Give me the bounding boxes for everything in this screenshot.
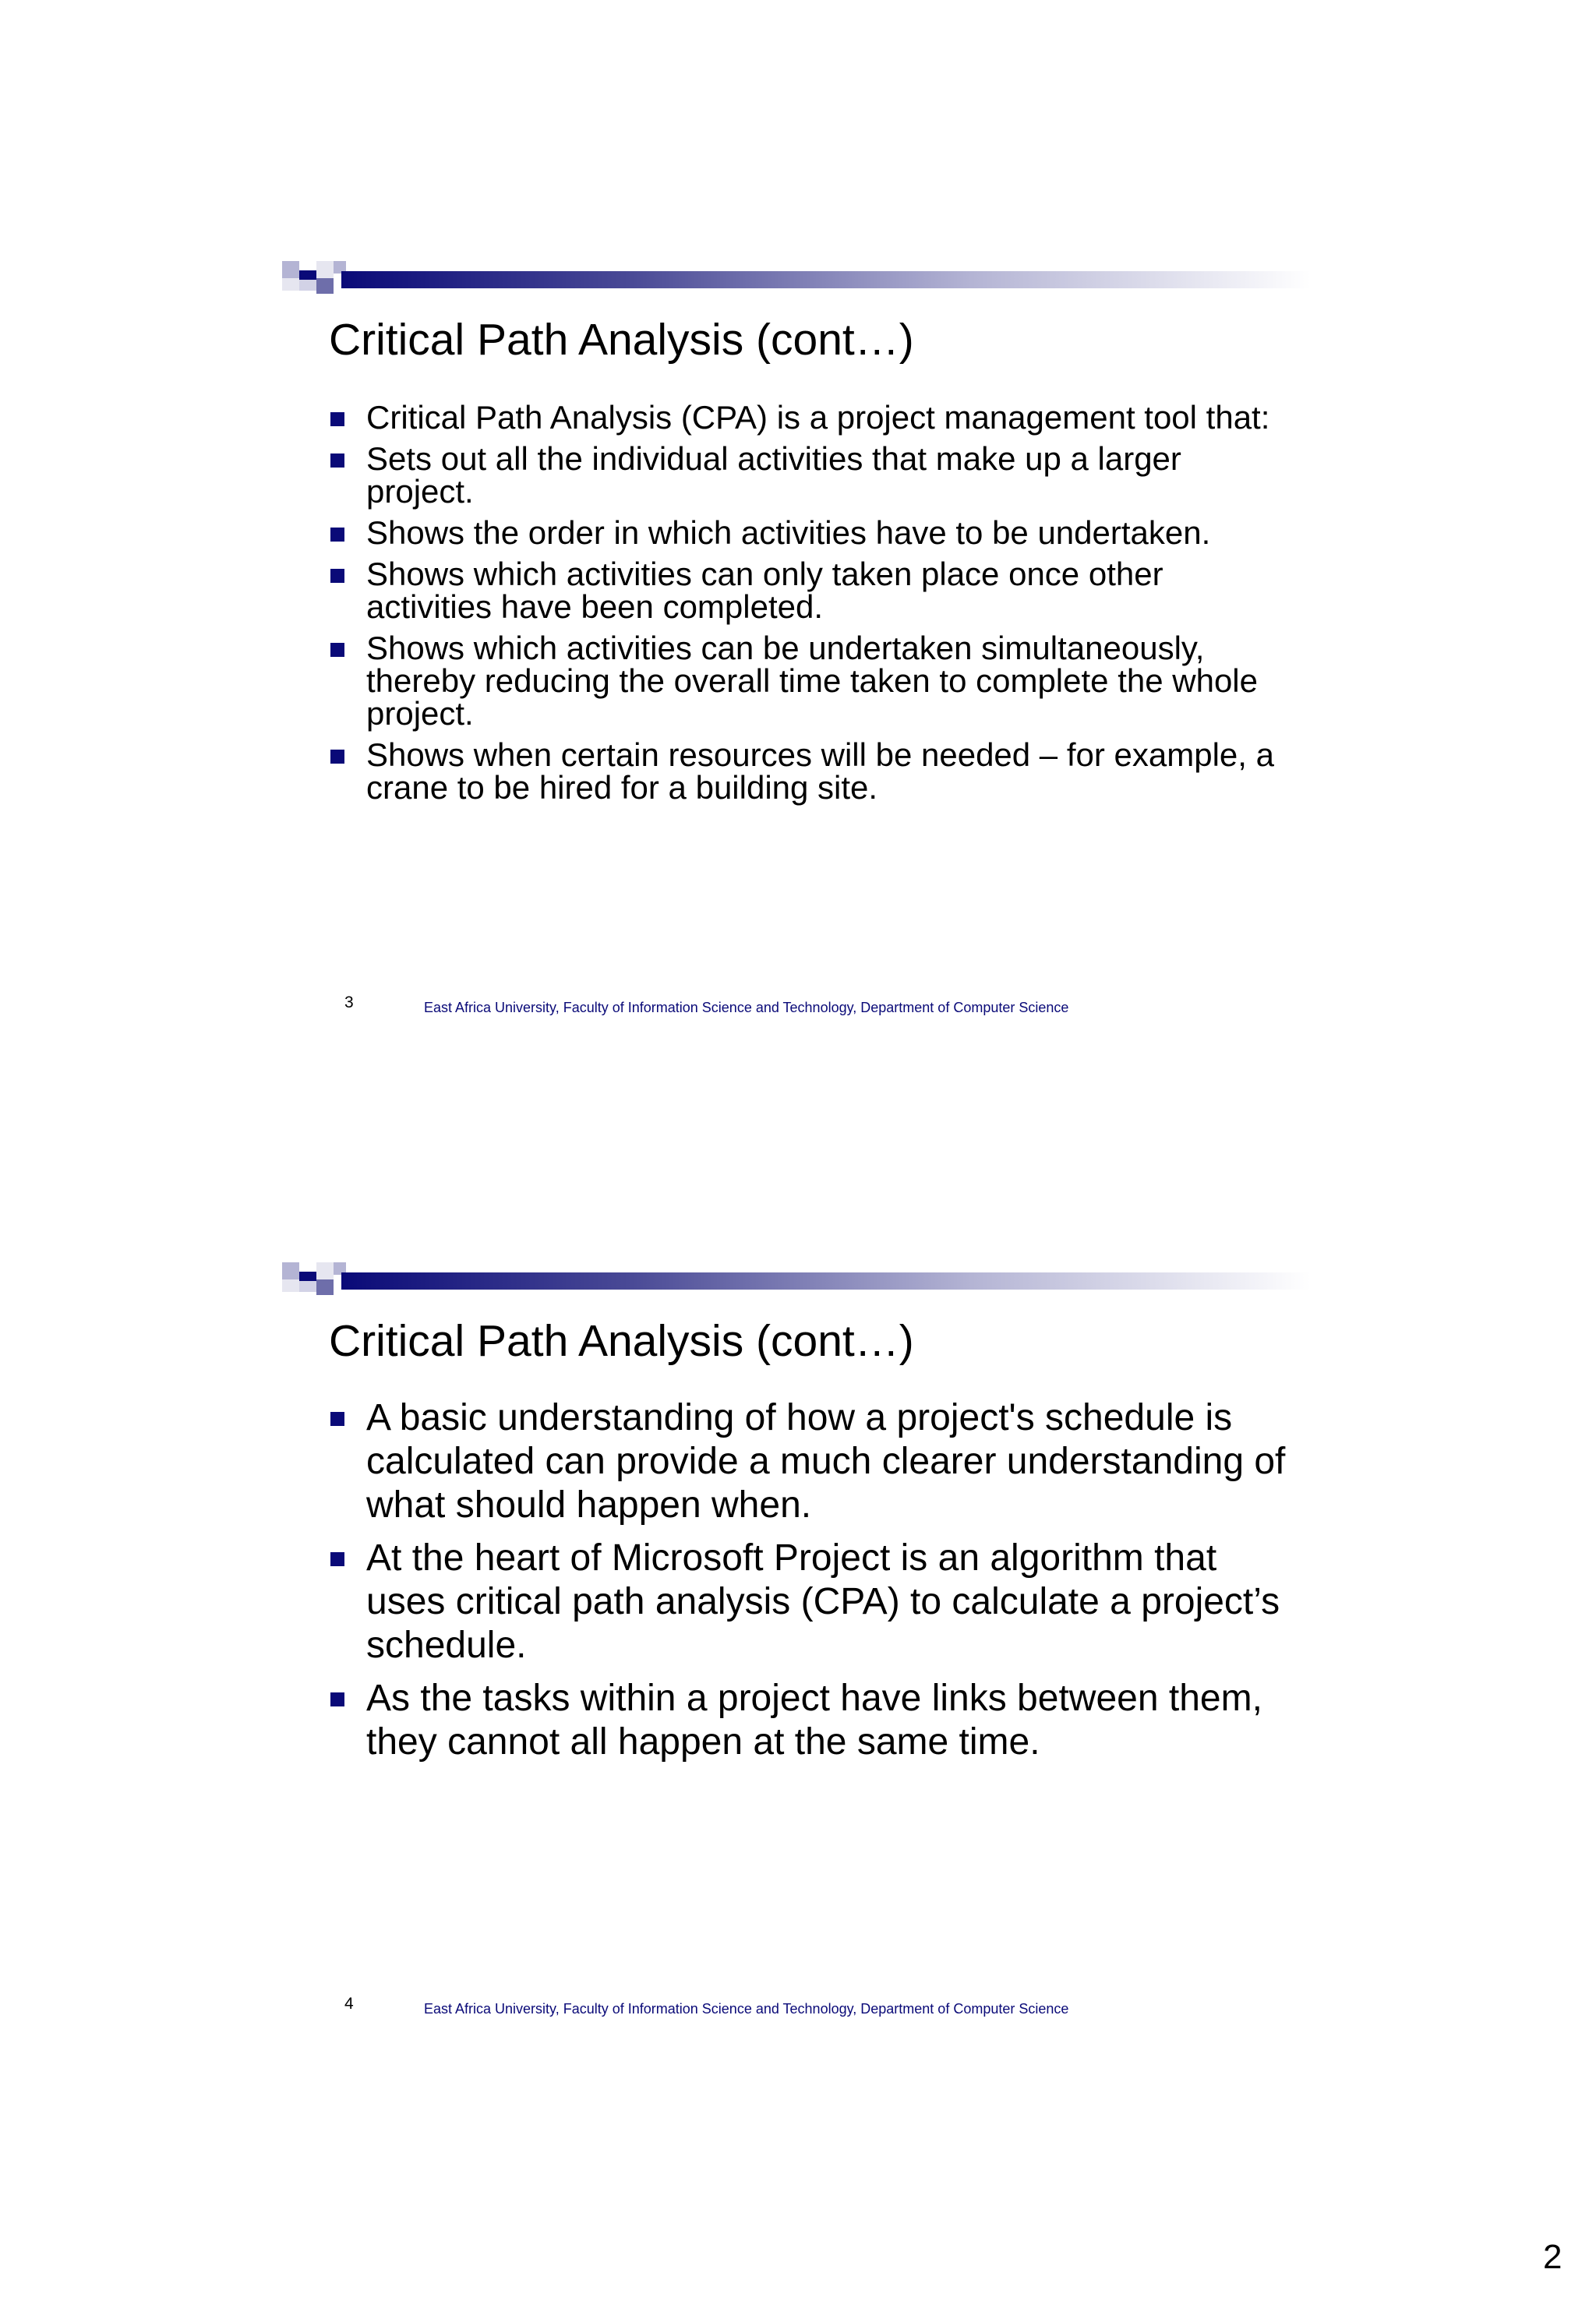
square-bullet-icon	[330, 643, 344, 657]
bullet-text: Sets out all the individual activities that make up a larger project.	[366, 440, 1181, 510]
slide-4	[282, 1262, 1311, 2042]
bullet-list	[329, 401, 1280, 813]
deco-square	[299, 1281, 316, 1292]
header-decoration	[282, 1262, 1311, 1301]
deco-square	[282, 1262, 299, 1279]
deco-square	[316, 278, 334, 294]
bullet-item	[329, 632, 1280, 730]
bullet-text: Shows when certain resources will be needed – for example, a crane to be hired for a building site.	[366, 736, 1274, 806]
bullet-text: Shows the order in which activities have to be undertaken.	[366, 514, 1211, 551]
bullet-item	[329, 558, 1280, 623]
square-bullet-icon	[330, 528, 344, 542]
slide-title: Critical Path Analysis (cont…)	[329, 315, 914, 365]
slide-number: 3	[344, 993, 354, 1011]
deco-square	[299, 1272, 316, 1281]
bullet-item	[329, 440, 1280, 510]
bullet-item	[329, 1677, 1295, 1764]
slide-footer: East Africa University, Faculty of Information Science and Technology, Department of Computer Science	[424, 1000, 1069, 1015]
deco-square	[282, 278, 299, 291]
deco-gradient-bar	[341, 271, 1311, 288]
deco-gradient-bar	[341, 1272, 1311, 1290]
slide-number: 4	[344, 1995, 354, 2013]
header-decoration	[282, 261, 1311, 300]
bullet-text: At the heart of Microsoft Project is an algorithm that uses critical path analysis (CPA) to calculate a project’s schedule.	[366, 1537, 1280, 1666]
square-bullet-icon	[330, 1552, 344, 1566]
bullet-item	[329, 1537, 1295, 1668]
square-bullet-icon	[330, 1692, 344, 1706]
bullet-text: Shows which activities can only taken place once other activities have been completed.	[366, 556, 1163, 625]
deco-square	[316, 1279, 334, 1295]
deco-square	[282, 261, 299, 278]
deco-square	[282, 1279, 299, 1292]
bullet-item	[329, 736, 1280, 806]
deco-square	[316, 1262, 334, 1279]
bullet-item	[329, 1396, 1295, 1527]
square-bullet-icon	[330, 750, 344, 764]
bullet-list	[329, 1396, 1295, 1773]
square-bullet-icon	[330, 412, 344, 426]
square-bullet-icon	[330, 1412, 344, 1426]
square-bullet-icon	[330, 569, 344, 583]
deco-square	[299, 280, 316, 291]
bullet-text: Critical Path Analysis (CPA) is a project management tool that:	[366, 399, 1270, 436]
bullet-item	[329, 401, 1280, 434]
bullet-text: A basic understanding of how a project's schedule is calculated can provide a much clearer understanding of what should happen when.	[366, 1397, 1286, 1526]
bullet-text: Shows which activities can be undertaken simultaneously, thereby reducing the overall time taken to complete the whole project.	[366, 630, 1258, 732]
slide-footer: East Africa University, Faculty of Information Science and Technology, Department of Computer Science	[424, 2001, 1069, 2017]
page-number: 2	[1543, 2238, 1562, 2276]
deco-square	[299, 270, 316, 280]
square-bullet-icon	[330, 453, 344, 468]
deco-square	[316, 261, 334, 278]
slide-3	[282, 261, 1311, 1040]
bullet-text: As the tasks within a project have links between them, they cannot all happen at the same time.	[366, 1678, 1262, 1763]
slide-title: Critical Path Analysis (cont…)	[329, 1316, 914, 1366]
bullet-item	[329, 514, 1280, 551]
